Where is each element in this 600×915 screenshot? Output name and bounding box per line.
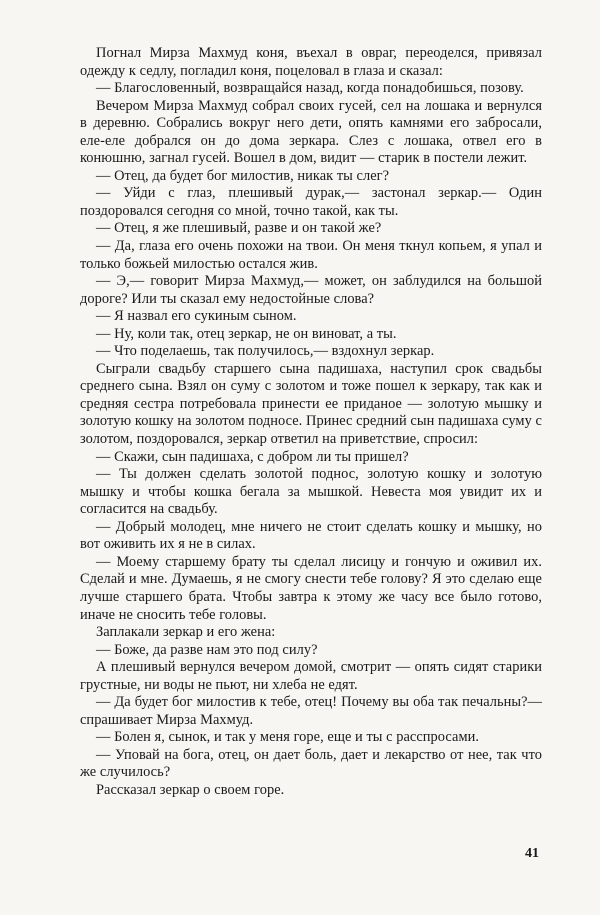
paragraph: — Да, глаза его очень похожи на твои. Он меня ткнул копьем, я упал и только божьей милостью остался жив. bbox=[80, 238, 542, 272]
paragraph: — Что поделаешь, так получилось,— вздохнул зеркар. bbox=[96, 343, 435, 360]
paragraph: — Скажи, сын падишаха, с добром ли ты пришел? bbox=[96, 448, 409, 465]
paragraph: Сыграли свадьбу старшего сына падишаха, наступил срок свадьбы среднего сына. Взял он суму с золотом и тоже пошел к зеркару, так как и средняя сестра потребовала принести ее приданое — золотую мышку и золотую кошку на золотом подносе. Принес средний сын падишаха суму с золотом, поздоровался, зеркар ответил на приветствие, спросил: bbox=[80, 360, 542, 448]
paragraph: — Уйди с глаз, плешивый дурак,— застонал зеркар.— Один поздоровался сегодня со мной, точно такой, как ты. bbox=[80, 185, 542, 219]
paragraph: — Я назвал его сукиным сыном. bbox=[96, 308, 297, 325]
paragraph: Рассказал зеркар о своем горе. bbox=[96, 781, 285, 798]
paragraph: — Моему старшему брату ты сделал лисицу и гончую и оживил их. Сделай и мне. Думаешь, я не смогу снести тебе голову? Я это сделаю еще лучше старшего брата. Чтобы завтра к этому же часу все было готово, иначе не сносить тебе головы. bbox=[80, 553, 542, 623]
paragraph: — Ну, коли так, отец зеркар, не он виноват, а ты. bbox=[96, 325, 397, 342]
paragraph: Заплакали зеркар и его жена: bbox=[96, 624, 276, 641]
paragraph: — Отец, да будет бог милостив, никак ты слег? bbox=[96, 167, 390, 184]
paragraph: — Ты должен сделать золотой поднос, золотую кошку и золотую мышку и чтобы кошка бегала за мышкой. Невеста моя увидит их и согласится на свадьбу. bbox=[80, 466, 542, 518]
paragraph: — Да будет бог милостив к тебе, отец! Почему вы оба так печальны?— спрашивает Мирза Махмуд. bbox=[80, 694, 542, 728]
body-text bbox=[80, 45, 542, 800]
paragraph: — Отец, я же плешивый, разве и он такой же? bbox=[96, 220, 382, 237]
paragraph: Вечером Мирза Махмуд собрал своих гусей, сел на лошака и вернулся в деревню. Собрались вокруг него дети, опять камнями его забросали, еле-еле добрался он до дома зеркара. Слез с лошака, отвел его в конюшню, загнал гусей. Вошел в дом, видит — старик в постели лежит. bbox=[80, 97, 542, 167]
paragraph: — Добрый молодец, мне ничего не стоит сделать кошку и мышку, но вот оживить их я не в силах. bbox=[80, 518, 542, 553]
paragraph: — Болен я, сынок, и так у меня горе, еще и ты с расспросами. bbox=[96, 729, 479, 746]
paragraph: — Уповай на бога, отец, он дает боль, дает и лекарство от нее, так что же случилось? bbox=[80, 746, 542, 781]
paragraph: — Боже, да разве нам это под силу? bbox=[96, 641, 318, 658]
paragraph: — Э,— говорит Мирза Махмуд,— может, он заблудился на большой дороге? Или ты сказал ему недостойные слова? bbox=[80, 273, 542, 307]
paragraph: А плешивый вернулся вечером домой, смотрит — опять сидят старики грустные, ни воды не пьют, ни хлеба не едят. bbox=[80, 659, 542, 693]
paragraph: — Благословенный, возвращайся назад, когда понадобишься, позову. bbox=[96, 80, 524, 97]
paragraph: Погнал Мирза Махмуд коня, въехал в овраг, переоделся, привязал одежду к седлу, погладил коня, поцеловал в глаза и сказал: bbox=[80, 45, 542, 79]
page-number: 41 bbox=[525, 846, 539, 861]
